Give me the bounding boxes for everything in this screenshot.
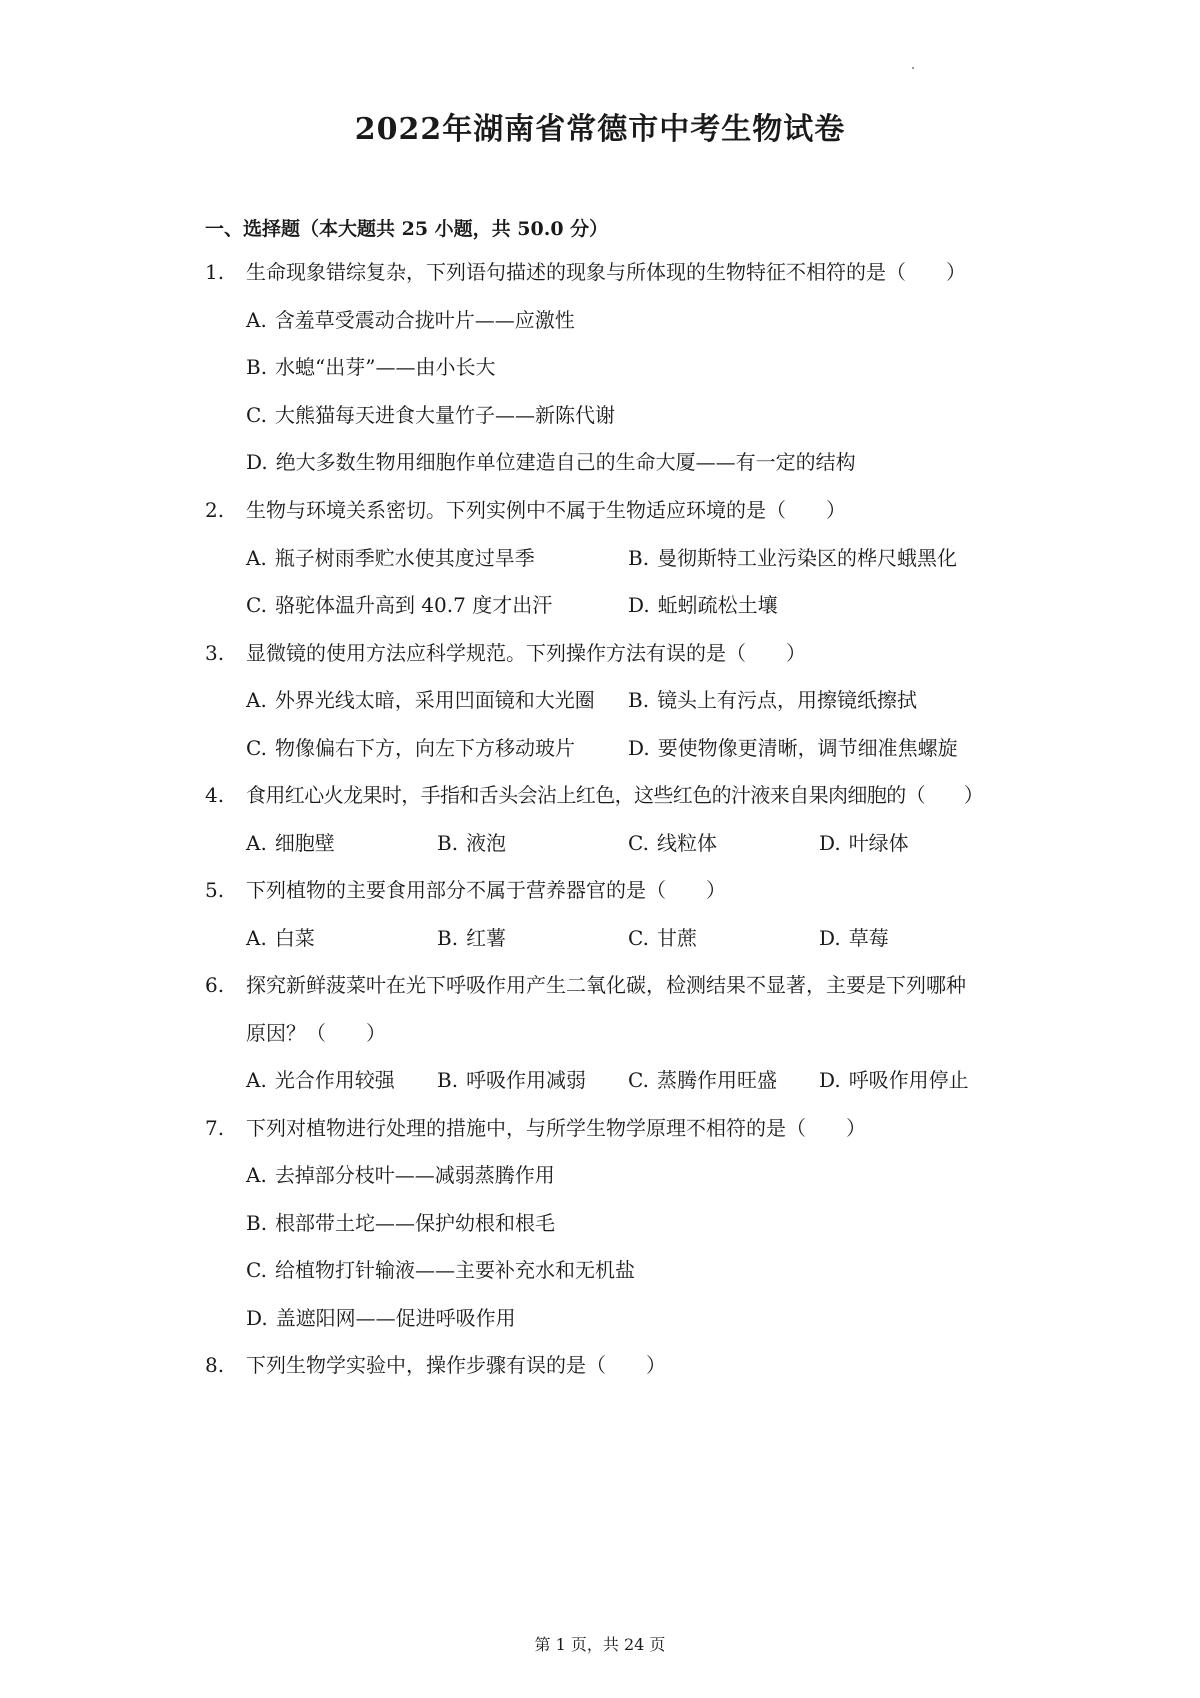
question-text-continued: 原因？（ ） xyxy=(246,1021,386,1045)
question-text: 下列生物学实验中，操作步骤有误的是（ ） xyxy=(246,1353,666,1377)
option-letter: B. xyxy=(628,546,650,570)
page-number: 第 1 页，共 24 页 xyxy=(534,1635,666,1654)
option-b xyxy=(437,829,506,857)
question-text: 下列对植物进行处理的措施中，与所学生物学原理不相符的是（ ） xyxy=(246,1116,866,1140)
option-letter: D. xyxy=(246,1306,268,1330)
option-text: 蒸腾作用旺盛 xyxy=(656,1068,777,1092)
option-letter: B. xyxy=(437,1068,459,1092)
option-letter: C. xyxy=(628,1068,649,1092)
scan-artifact-dot xyxy=(912,67,914,69)
option-text: 甘蔗 xyxy=(656,926,697,950)
option-text: 根部带土坨——保护幼根和根毛 xyxy=(275,1211,556,1235)
option-text: 外界光线太暗，采用凹面镜和大光圈 xyxy=(274,688,595,712)
option-text: 要使物像更清晰，调节细准焦螺旋 xyxy=(657,736,958,760)
option-text: 水螅“出芽”——由小长大 xyxy=(275,355,496,379)
option-text: 线粒体 xyxy=(656,831,717,855)
option-d xyxy=(246,1304,516,1332)
option-a xyxy=(246,306,575,334)
option-letter: C. xyxy=(246,403,267,427)
question-number: 1. xyxy=(205,260,225,284)
option-d xyxy=(819,924,889,952)
option-letter: D. xyxy=(246,450,268,474)
option-text: 红薯 xyxy=(466,926,507,950)
option-letter: D. xyxy=(819,831,841,855)
option-letter: A. xyxy=(246,688,267,712)
option-d xyxy=(628,734,958,762)
option-letter: D. xyxy=(628,593,650,617)
option-text: 含羞草受震动合拢叶片——应激性 xyxy=(274,308,575,332)
option-letter: D. xyxy=(819,1068,841,1092)
option-c xyxy=(246,734,575,762)
question-number: 2. xyxy=(205,498,225,522)
option-text: 叶绿体 xyxy=(848,831,909,855)
option-text: 去掉部分枝叶——减弱蒸腾作用 xyxy=(274,1163,555,1187)
option-text: 曼彻斯特工业污染区的桦尺蛾黑化 xyxy=(657,546,958,570)
option-a xyxy=(246,686,595,714)
option-c xyxy=(246,591,552,619)
option-letter: C. xyxy=(628,831,649,855)
option-text: 细胞壁 xyxy=(274,831,335,855)
question-number: 8. xyxy=(205,1353,225,1377)
option-b xyxy=(246,1209,555,1237)
question-number: 4. xyxy=(205,783,225,807)
option-c xyxy=(246,1256,635,1284)
option-letter: D. xyxy=(628,736,650,760)
option-text: 白菜 xyxy=(274,926,315,950)
option-letter: D. xyxy=(819,926,841,950)
option-c xyxy=(628,924,697,952)
option-a xyxy=(246,544,535,572)
section-heading: 一、选择题（本大题共 25 小题，共 50.0 分） xyxy=(205,218,609,240)
option-letter: A. xyxy=(246,926,267,950)
question-number: 5. xyxy=(205,878,225,902)
option-b xyxy=(437,1066,586,1094)
option-c xyxy=(628,829,717,857)
option-c xyxy=(246,401,615,429)
option-a xyxy=(246,1066,395,1094)
option-letter: B. xyxy=(246,1211,268,1235)
question-text: 下列植物的主要食用部分不属于营养器官的是（ ） xyxy=(246,878,726,902)
question-text: 食用红心火龙果时，手指和舌头会沾上红色，这些红色的汁液来自果肉细胞的（ ） xyxy=(246,783,984,807)
option-letter: A. xyxy=(246,831,267,855)
option-d xyxy=(246,448,856,476)
option-b xyxy=(437,924,506,952)
option-a xyxy=(246,924,315,952)
option-text: 绝大多数生物用细胞作单位建造自己的生命大厦——有一定的结构 xyxy=(275,450,856,474)
option-text: 镜头上有污点，用擦镜纸擦拭 xyxy=(657,688,918,712)
option-text: 液泡 xyxy=(466,831,507,855)
option-letter: A. xyxy=(246,308,267,332)
option-letter: B. xyxy=(437,926,459,950)
option-text: 盖遮阳网——促进呼吸作用 xyxy=(275,1306,516,1330)
option-text: 大熊猫每天进食大量竹子——新陈代谢 xyxy=(274,403,615,427)
option-letter: B. xyxy=(628,688,650,712)
option-text: 呼吸作用减弱 xyxy=(466,1068,587,1092)
option-letter: B. xyxy=(437,831,459,855)
option-letter: C. xyxy=(246,736,267,760)
page-footer xyxy=(0,1632,1200,1655)
option-b xyxy=(246,353,496,381)
option-letter: C. xyxy=(246,593,267,617)
question-number: 6. xyxy=(205,973,225,997)
option-d xyxy=(819,1066,969,1094)
option-d xyxy=(628,591,778,619)
option-a xyxy=(246,829,335,857)
option-letter: A. xyxy=(246,1163,267,1187)
option-text: 草莓 xyxy=(848,926,889,950)
question-text: 生命现象错综复杂，下列语句描述的现象与所体现的生物特征不相符的是（ ） xyxy=(246,260,966,284)
question-text: 探究新鲜菠菜叶在光下呼吸作用产生二氧化碳，检测结果不显著，主要是下列哪种 xyxy=(246,973,966,997)
option-letter: A. xyxy=(246,546,267,570)
option-text: 骆驼体温升高到 40.7 度才出汗 xyxy=(274,593,553,617)
question-text: 生物与环境关系密切。下列实例中不属于生物适应环境的是（ ） xyxy=(246,498,846,522)
option-letter: B. xyxy=(246,355,268,379)
option-letter: C. xyxy=(628,926,649,950)
option-b xyxy=(628,686,917,714)
option-c xyxy=(628,1066,777,1094)
option-d xyxy=(819,829,909,857)
question-number: 7. xyxy=(205,1116,225,1140)
question-text: 显微镜的使用方法应科学规范。下列操作方法有误的是（ ） xyxy=(246,641,806,665)
option-b xyxy=(628,544,957,572)
option-text: 物像偏右下方，向左下方移动玻片 xyxy=(274,736,575,760)
question-number: 3. xyxy=(205,641,225,665)
option-letter: C. xyxy=(246,1258,267,1282)
option-a xyxy=(246,1161,555,1189)
option-text: 蚯蚓疏松土壤 xyxy=(657,593,778,617)
page-title: 2022年湖南省常德市中考生物试卷 xyxy=(354,112,846,147)
option-text: 光合作用较强 xyxy=(274,1068,395,1092)
option-letter: A. xyxy=(246,1068,267,1092)
option-text: 瓶子树雨季贮水使其度过旱季 xyxy=(274,546,535,570)
option-text: 给植物打针输液——主要补充水和无机盐 xyxy=(274,1258,635,1282)
option-text: 呼吸作用停止 xyxy=(848,1068,969,1092)
